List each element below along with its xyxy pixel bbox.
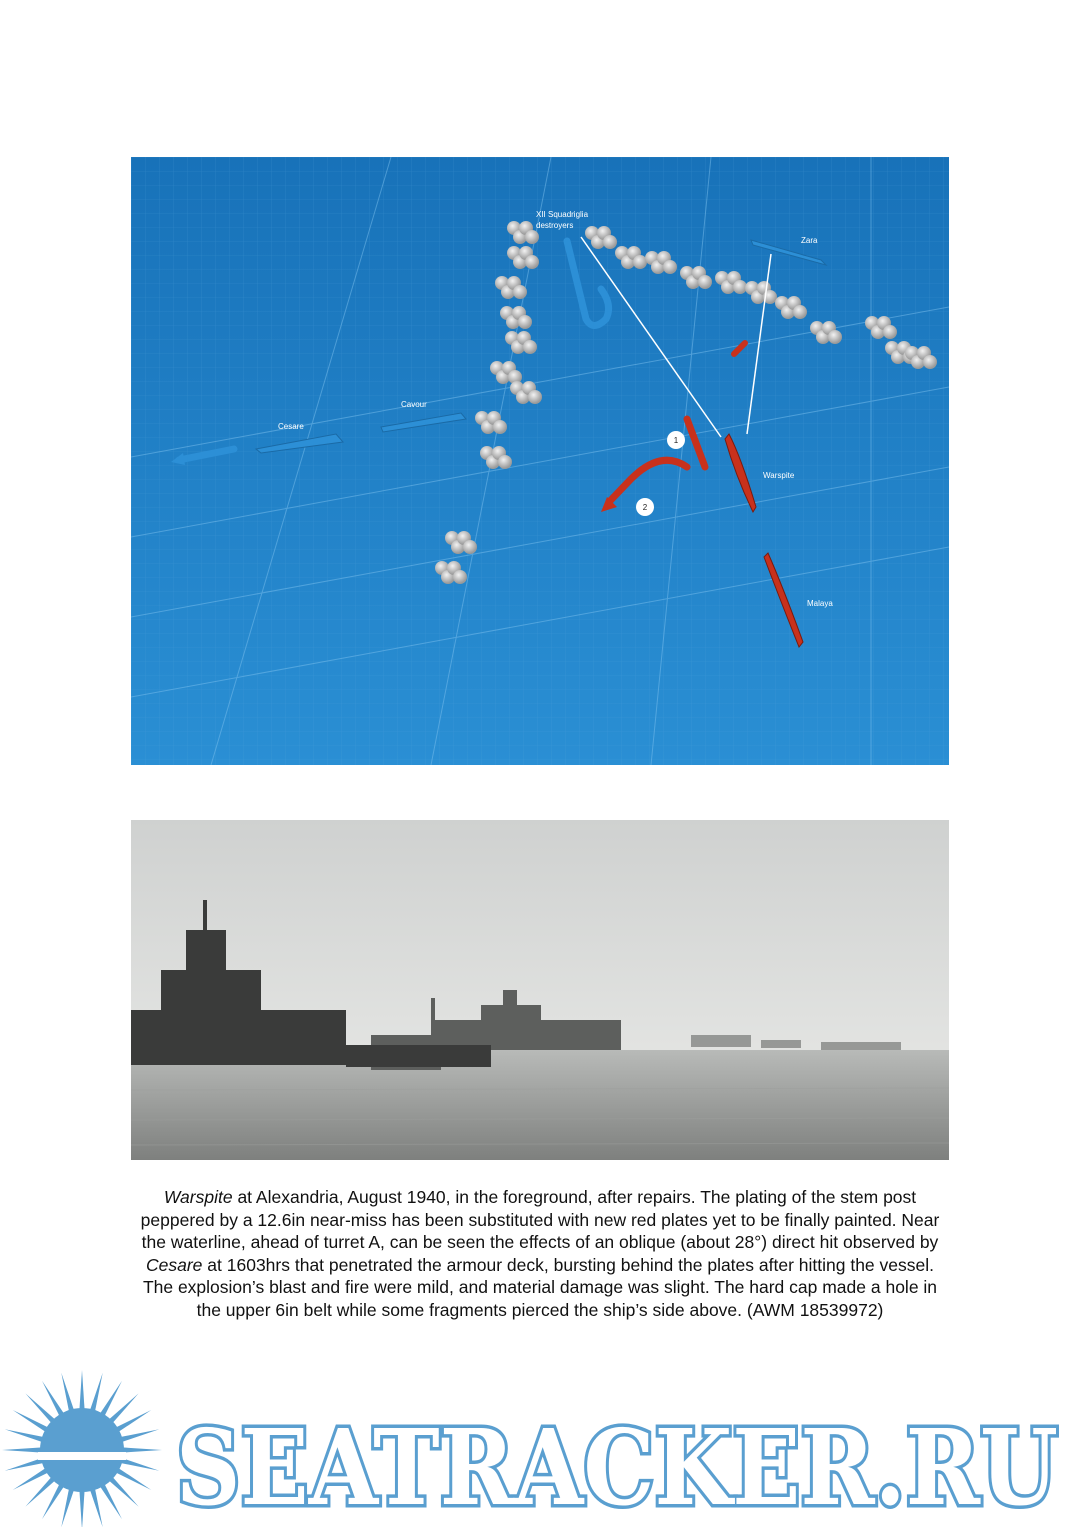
smoke-puff <box>733 280 747 294</box>
smoke-puff <box>518 315 532 329</box>
smoke-puff <box>525 230 539 244</box>
battle-diagram <box>131 157 949 765</box>
smoke-puff <box>923 355 937 369</box>
caption-ship-warspite: Warspite <box>163 1187 233 1207</box>
squadriglia-label-line1: XII Squadriglia <box>536 210 589 219</box>
smoke-puff <box>528 390 542 404</box>
smoke-puff <box>513 285 527 299</box>
warspite-label: Warspite <box>763 471 795 480</box>
sunburst-logo-icon <box>2 1370 162 1527</box>
squadriglia-label-line2: destroyers <box>536 221 574 230</box>
smoke-puff <box>603 235 617 249</box>
watermark-text: SEATRACKER.RU <box>176 1406 1058 1527</box>
smoke-puff <box>523 340 537 354</box>
photo-caption <box>132 1186 948 1322</box>
cavour-label: Cavour <box>401 400 427 409</box>
harbour-photograph <box>131 820 949 1160</box>
smoke-puff <box>633 255 647 269</box>
smoke-puff <box>453 570 467 584</box>
marker-2 <box>636 498 654 516</box>
smoke-puff <box>698 275 712 289</box>
seatracker-watermark <box>0 1368 1080 1527</box>
smoke-puff <box>663 260 677 274</box>
svg-text:2: 2 <box>642 503 648 512</box>
smoke-puff <box>883 325 897 339</box>
zara-label: Zara <box>801 236 818 245</box>
smoke-puff <box>793 305 807 319</box>
smoke-puff <box>493 420 507 434</box>
perspective-grid <box>131 157 949 765</box>
smoke-puff <box>463 540 477 554</box>
cesare-label: Cesare <box>278 422 304 431</box>
caption-text-part2: at 1603hrs that penetrated the armour deck, bursting behind the plates after hitting the vessel. The explosion’s blast and fire were mild, and material damage was slight. The hard cap made a hole in the upper 6in belt while some fragments pierced the ship’s side above. (AWM 18539972) <box>142 1254 938 1320</box>
marker-1 <box>667 431 685 449</box>
svg-text:1: 1 <box>673 436 679 445</box>
malaya-label: Malaya <box>807 599 833 608</box>
smoke-puff <box>828 330 842 344</box>
smoke-puff <box>498 455 512 469</box>
caption-ship-cesare: Cesare <box>146 1254 203 1275</box>
caption-text-part1: at Alexandria, August 1940, in the foreground, after repairs. The plating of the stem post peppered by a 12.6in near-miss has been substituted with new red plates yet to be finally painted. Near the waterline, ahead of turret A, can be seen the effects of an oblique (about 28°) direct hit observed by <box>140 1187 940 1253</box>
smoke-puff <box>525 255 539 269</box>
